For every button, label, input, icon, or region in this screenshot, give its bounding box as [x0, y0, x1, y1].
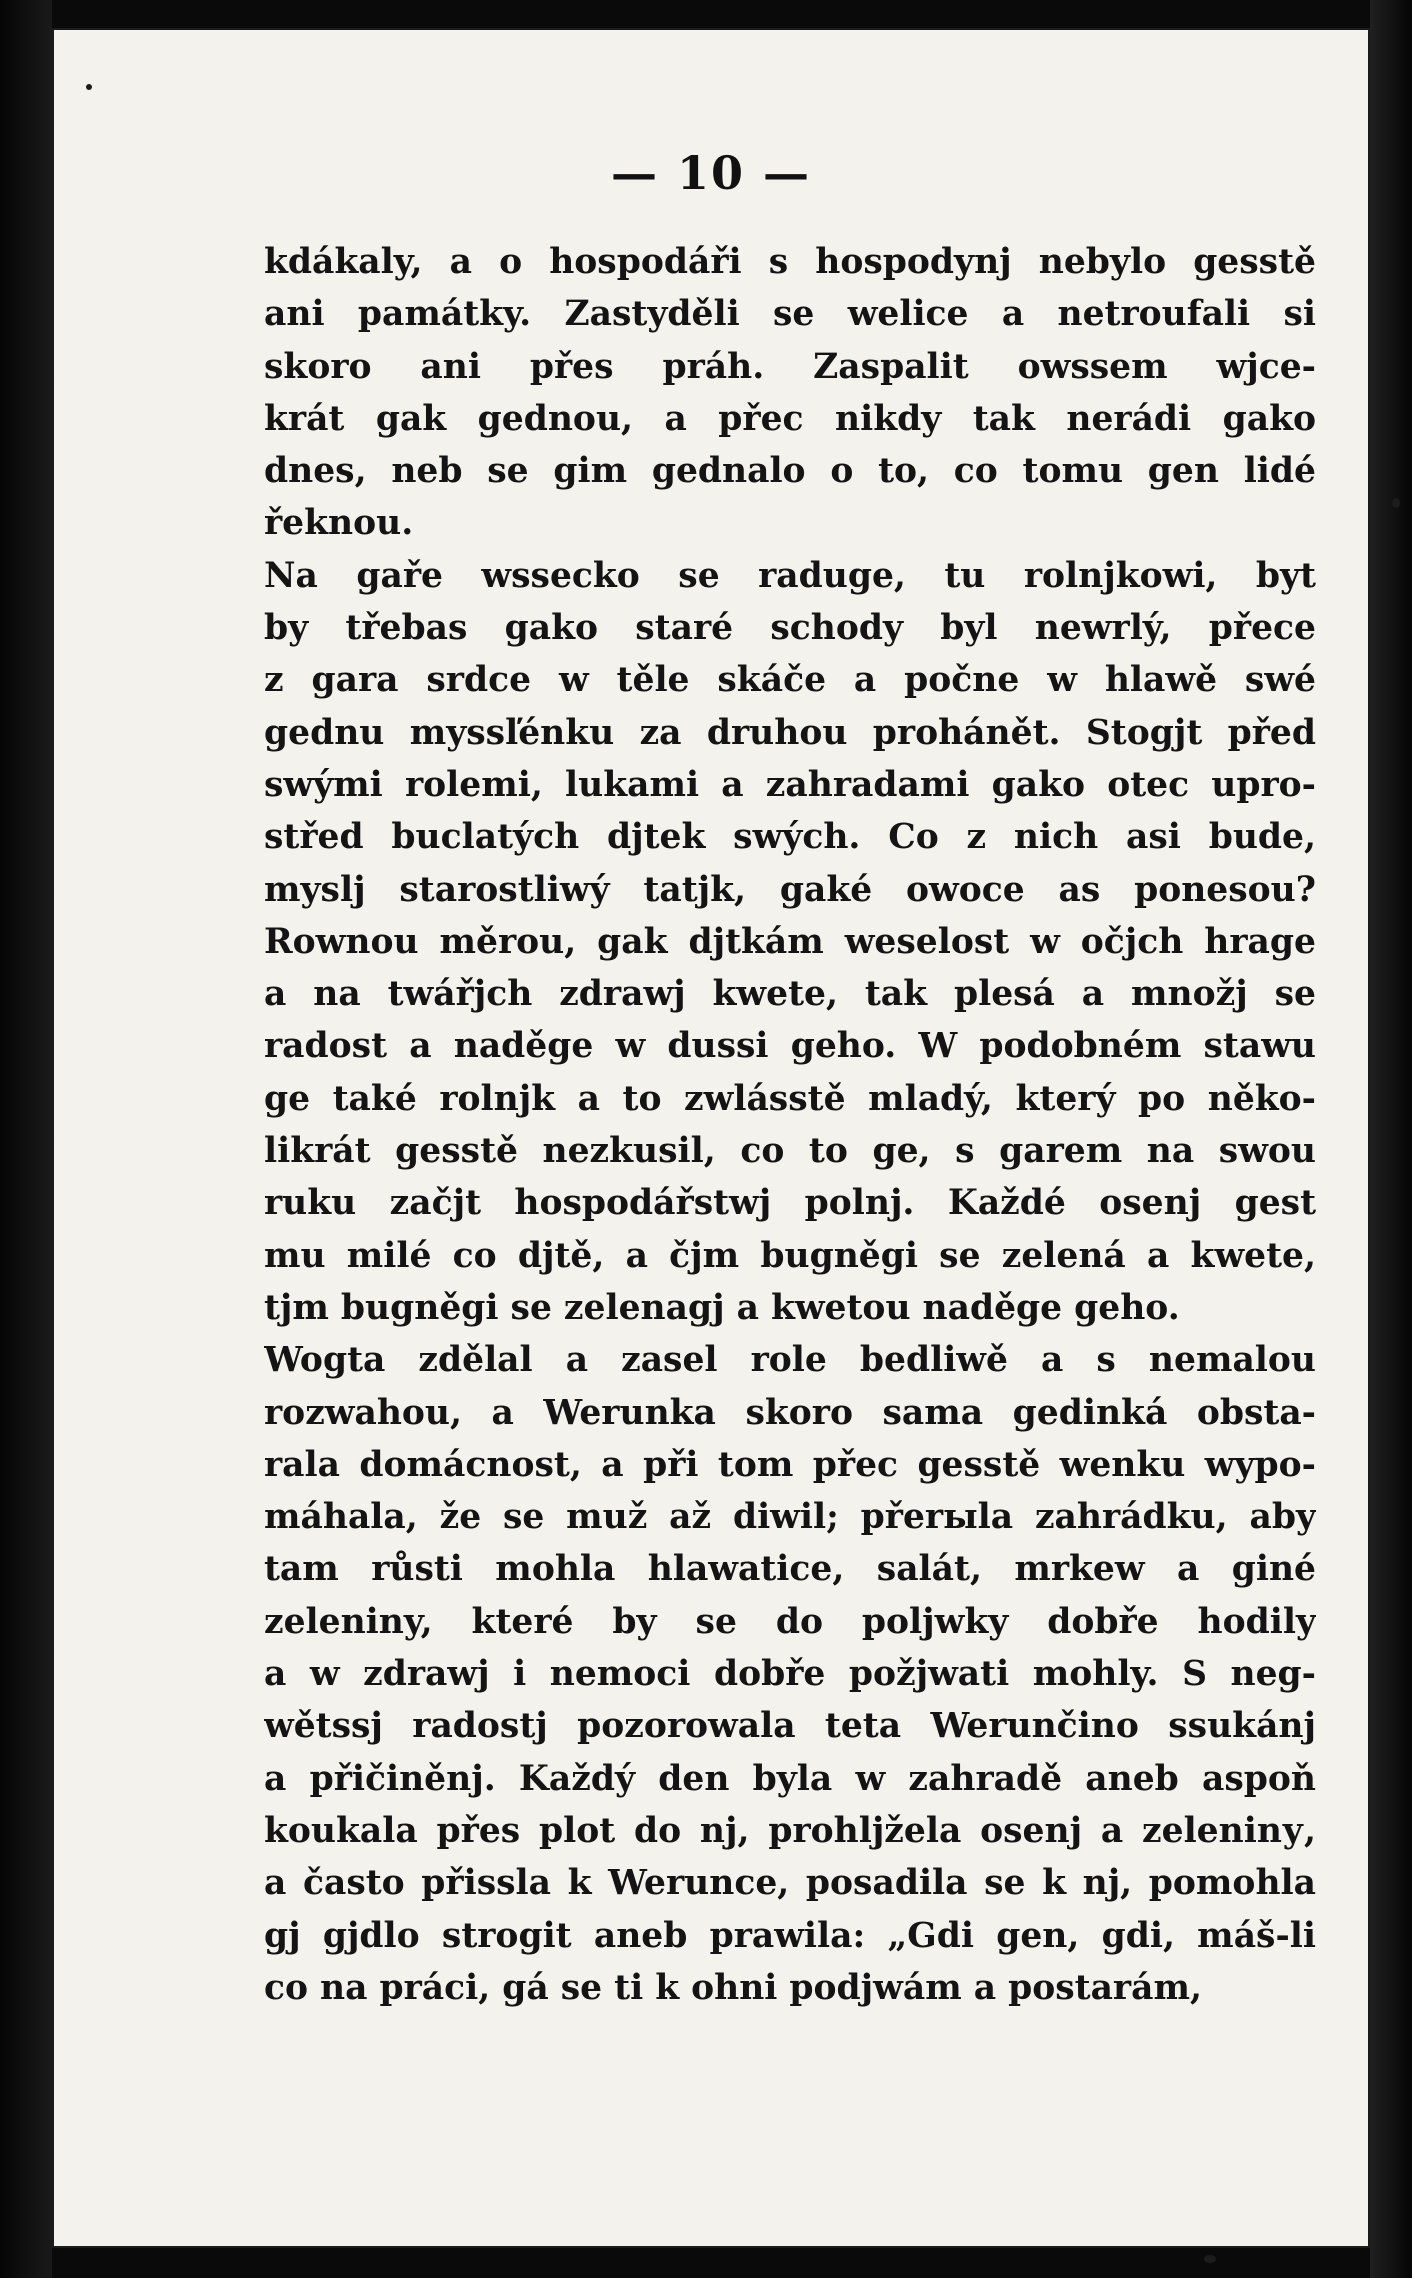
scan-speck — [1204, 2255, 1216, 2263]
text-line: Wogta zdělal a zasel role bedliwě a s nemalou — [264, 1340, 1316, 1381]
text-line: a w zdrawj i nemoci dobře požjwati mohly. S neg- — [264, 1654, 1316, 1695]
text-line: a na twářjch zdrawj kwete, tak plesá a množj se — [264, 974, 1316, 1015]
text-line: likrát gesstě nezkusil, co to ge, s garem na swou — [264, 1131, 1316, 1172]
text-line: a přičiněnj. Každý den byla w zahradě aneb aspoň — [264, 1758, 1316, 1799]
text-line: ruku začjt hospodářstwj polnj. Každé osenj gest — [264, 1183, 1316, 1224]
text-line: kdákaly, a o hospodáři s hospodynj nebylo gesstě — [264, 242, 1316, 282]
text-line: dnes, neb se gim gednalo o to, co tomu gen lidé — [264, 451, 1316, 492]
scan-border-left — [0, 0, 52, 2278]
text-line: wětssj radostj pozorowala teta Werunčino ssukánj — [264, 1706, 1316, 1747]
text-line: radost a naděge w dussi geho. W podobném stawu — [264, 1026, 1316, 1067]
book-page — [52, 28, 1370, 2248]
text-line: zeleniny, které by se do poljwky dobře hodily — [264, 1601, 1316, 1642]
text-line: Na gaře wsseckо se raduge, tu rolnjkowi, byt — [264, 555, 1316, 596]
text-line: mu milé co djtě, a čjm bugněgi se zelená a kwete, — [264, 1235, 1316, 1276]
text-line: by třebas gako staré schody byl newrlý, přece — [264, 608, 1316, 649]
text-line: gednu myssľénku za druhou prohánět. Stogjt před — [264, 712, 1316, 753]
text-line: tjm bugněgi se zelenagj a kwetou naděge geho. — [264, 1287, 1180, 1328]
text-line: řeknou. — [264, 503, 414, 544]
text-line: ge také rolnjk a to zwlásstě mladý, který po něko- — [264, 1078, 1316, 1119]
page-number: — 10 — — [610, 146, 812, 200]
scan-speck — [1392, 498, 1400, 508]
body-text — [264, 236, 1316, 2014]
text-line: z gara srdce w těle skáče a počne w hlawě swé — [264, 660, 1316, 701]
text-line: rozwahou, a Werunka skoro sama gedinká obsta- — [264, 1392, 1316, 1433]
text-line: co na práci, gá se ti k ohni podjwám a postarám, — [264, 1967, 1202, 2008]
text-line: swými rolemi, lukami a zahradami gako otec upro- — [264, 764, 1316, 805]
text-line: ani památky. Zastyděli se welice a netroufali si — [264, 294, 1316, 335]
text-line: gj gjdlo strogit aneb prawila: „Gdi gen, gdi, máš-li — [264, 1915, 1316, 1956]
scan-border-right — [1370, 0, 1412, 2278]
text-line: koukala přes plot do nj, prohljžela osenj a zeleninу, — [264, 1810, 1316, 1851]
text-line: Rownou měrou, gak djtkám weselost w očjch hrage — [264, 921, 1316, 962]
scan-speck — [86, 84, 92, 90]
text-line: rala domácnost, a při tom přec gesstě wenku wypo- — [264, 1444, 1316, 1485]
text-line: tam růsti mohla hlawatice, salát, mrkew a giné — [264, 1549, 1316, 1590]
text-line: střed buclatých djtek swých. Co z nich asi bude, — [264, 817, 1316, 858]
text-line: skoro ani přes práh. Zaspalit owssem wjce- — [264, 346, 1316, 387]
text-line: myslj starostliwý tatjk, gaké owoce as ponesou? — [264, 869, 1316, 910]
text-line: krát gak gednou, a přec nikdy tak nerádi gako — [264, 398, 1316, 439]
text-line: a často přissla k Werunce, posadila se k nj, pomohla — [264, 1863, 1316, 1904]
text-line: máhala, že se muž až diwil; přerыla zahrádku, aby — [264, 1497, 1316, 1538]
